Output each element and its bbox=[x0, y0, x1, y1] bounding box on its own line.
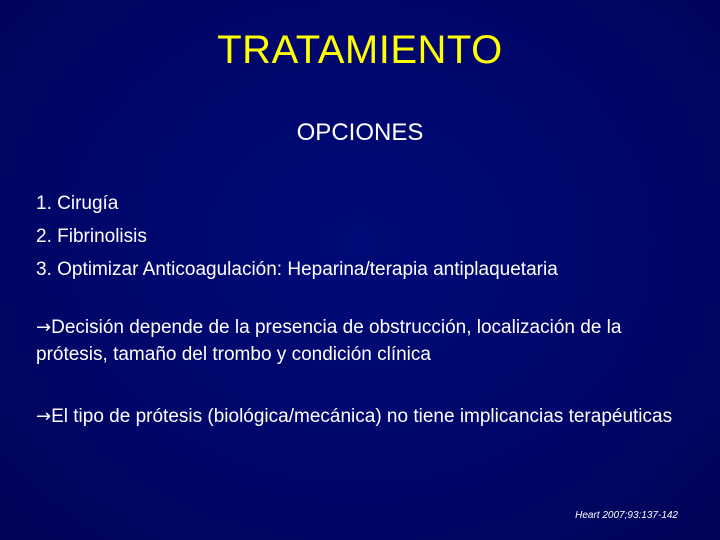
slide-title: TRATAMIENTO bbox=[217, 28, 503, 72]
citation: Heart 2007;93:137-142 bbox=[575, 510, 678, 521]
prosthesis-point-text: El tipo de prótesis (biológica/mecánica) no tiene implicancias terapéuticas bbox=[51, 406, 673, 427]
decision-point-text: Decisión depende de la presencia de obstrucción, localización de la prótesis, tamaño del trombo y condición clínica bbox=[36, 317, 622, 365]
options-list bbox=[36, 187, 686, 286]
option-item-surgery: 1. Cirugía bbox=[36, 193, 119, 214]
prosthesis-point bbox=[36, 403, 686, 430]
slide-subtitle: OPCIONES bbox=[296, 119, 424, 146]
option-item-fibrinolysis: 2. Fibrinolisis bbox=[36, 226, 147, 247]
arrow-right-icon: → bbox=[36, 406, 52, 427]
option-item-anticoagulation: 3. Optimizar Anticoagulación: Heparina/terapia antiplaquetaria bbox=[36, 259, 558, 280]
decision-point bbox=[36, 314, 686, 368]
arrow-right-icon: → bbox=[36, 317, 52, 338]
